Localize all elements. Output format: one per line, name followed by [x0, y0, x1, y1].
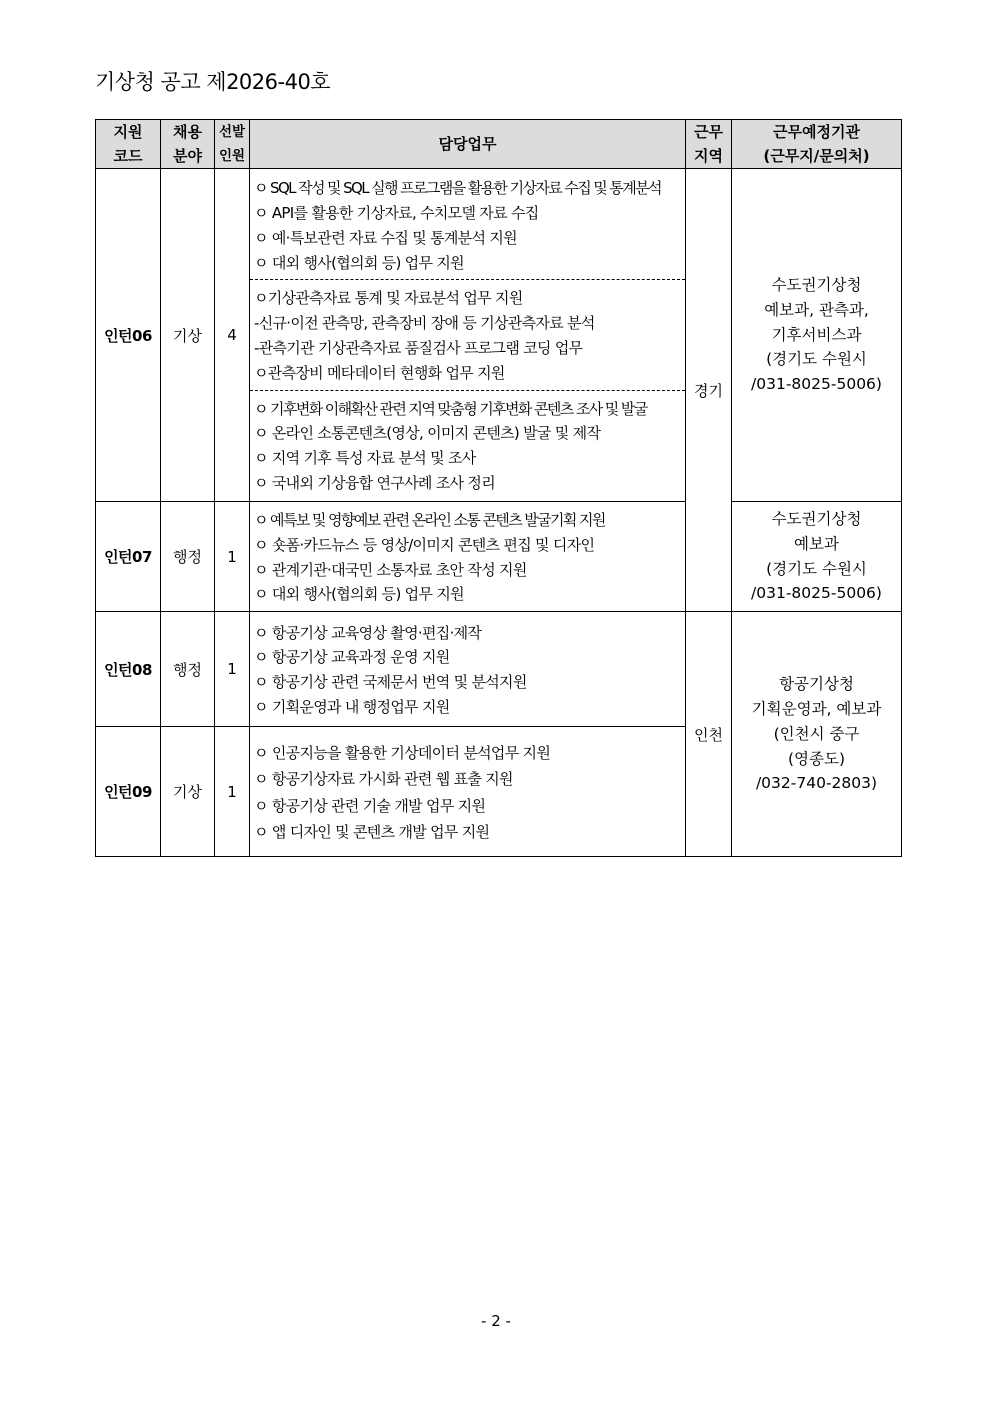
duty-line: ㅇ 온라인 소통콘텐츠(영상, 이미지 콘텐츠) 발굴 및 제작 [254, 424, 601, 443]
duty-line: ㅇ기상관측자료 통계 및 자료분석 업무 지원 [254, 289, 523, 308]
header-field: 채용 분야 [161, 120, 215, 169]
duty-line: ㅇ API를 활용한 기상자료, 수치모델 자료 수집 [254, 204, 539, 223]
duty-line: ㅇ 예·특보관련 자료 수집 및 통계분석 지원 [254, 228, 517, 247]
duty-line: ㅇ 관계기관·대국민 소통자료 초안 작성 지원 [254, 560, 527, 579]
org-line: (인천시 중구 [773, 724, 860, 743]
org-line: 예보과 [794, 534, 839, 553]
org-line: 항공기상청 [779, 675, 854, 694]
field-cell: 기상 [161, 727, 215, 857]
org-cell [732, 169, 902, 502]
count-cell: 1 [215, 612, 250, 727]
recruitment-table [95, 119, 902, 857]
duty-line: ㅇ 지역 기후 특성 자료 분석 및 조사 [254, 449, 476, 468]
org-cell [732, 502, 902, 612]
duty-line: ㅇ 항공기상 관련 기술 개발 업무 지원 [254, 796, 486, 815]
duties-cell [250, 502, 686, 612]
page-number: - 2 - [481, 1312, 511, 1330]
duty-line: ㅇ 항공기상 관련 국제문서 번역 및 분석지원 [254, 673, 527, 692]
table-row [96, 612, 902, 727]
duty-line: ㅇ관측장비 메타데이터 현행화 업무 지원 [254, 363, 505, 382]
duty-line: ㅇ 예특보 및 영향예보 관련 온라인 소통 콘텐츠 발굴기획 지원 [254, 511, 605, 529]
table-row [96, 502, 902, 612]
code-cell: 인턴08 [96, 612, 161, 727]
duty-group [250, 734, 685, 850]
header-org: 근무예정기관 (근무지/문의처) [732, 120, 902, 169]
code-cell: 인턴06 [96, 169, 161, 502]
org-line: 기획운영과, 예보과 [751, 699, 882, 718]
code-cell: 인턴07 [96, 502, 161, 612]
header-region: 근무 지역 [686, 120, 732, 169]
duty-line: ㅇ 인공지능을 활용한 기상데이터 분석업무 지원 [254, 743, 551, 762]
duty-group [250, 390, 685, 500]
code-cell: 인턴09 [96, 727, 161, 857]
field-cell: 기상 [161, 169, 215, 502]
duty-group [250, 615, 685, 724]
org-line: /031-8025-5006) [751, 375, 882, 394]
org-line: /032-740-2803) [755, 774, 878, 793]
header-count: 선발 인원 [215, 120, 250, 169]
duty-group [250, 502, 685, 611]
field-cell: 행정 [161, 502, 215, 612]
region-cell: 경기 [686, 169, 732, 612]
org-line: (경기도 수원시 [766, 350, 867, 369]
duty-line: ㅇ 항공기상자료 가시화 관련 웹 표출 지원 [254, 770, 513, 789]
announcement-title: 기상청 공고 제2026-40호 [95, 70, 331, 94]
duties-cell [250, 169, 686, 502]
duty-group [250, 170, 685, 279]
region-cell: 인천 [686, 612, 732, 857]
header-row [96, 120, 902, 169]
org-line: 기후서비스과 [771, 325, 862, 344]
duty-line: ㅇ 대외 행사(협의회 등) 업무 지원 [254, 253, 464, 272]
org-line: (영종도) [787, 749, 845, 768]
org-cell [732, 612, 902, 857]
duty-line: ㅇ 국내외 기상융합 연구사례 조사 정리 [254, 473, 495, 492]
header-duties: 담당업무 [250, 120, 686, 169]
org-line: (경기도 수원시 [766, 559, 867, 578]
duty-line: ㅇ 기후변화 이해확산 관련 지역 맞춤형 기후변화 콘텐츠 조사 및 발굴 [254, 399, 647, 418]
duty-line: ㅇ 대외 행사(협의회 등) 업무 지원 [254, 585, 464, 604]
count-cell: 1 [215, 727, 250, 857]
org-line: 수도권기상청 [771, 276, 862, 294]
duty-line: ㅇ 항공기상 교육영상 촬영·편집·제작 [254, 623, 482, 642]
duty-line: -관측기관 기상관측자료 품질검사 프로그램 코딩 업무 [254, 339, 583, 357]
field-cell: 행정 [161, 612, 215, 727]
duties-cell [250, 612, 686, 727]
count-cell: 1 [215, 502, 250, 612]
duty-line: ㅇ 항공기상 교육과정 운영 지원 [254, 648, 450, 667]
table-row [96, 169, 902, 502]
duty-line: ㅇ 기획운영과 내 행정업무 지원 [254, 697, 450, 716]
duty-line: -신규·이전 관측망, 관측장비 장애 등 기상관측자료 분석 [254, 314, 595, 333]
duty-line: ㅇ 숏폼·카드뉴스 등 영상/이미지 콘텐츠 편집 및 디자인 [254, 535, 595, 554]
count-cell: 4 [215, 169, 250, 502]
duty-line: ㅇ SQL 작성 및 SQL 실행 프로그램을 활용한 기상자료 수집 및 통계분석 [254, 179, 661, 198]
duty-group [250, 279, 685, 389]
header-code: 지원 코드 [96, 120, 161, 169]
duties-cell [250, 727, 686, 857]
org-line: 예보과, 관측과, [764, 300, 869, 319]
org-line: 수도권기상청 [771, 510, 862, 528]
duty-line: ㅇ 앱 디자인 및 콘텐츠 개발 업무 지원 [254, 823, 490, 842]
org-line: /031-8025-5006) [751, 584, 882, 603]
